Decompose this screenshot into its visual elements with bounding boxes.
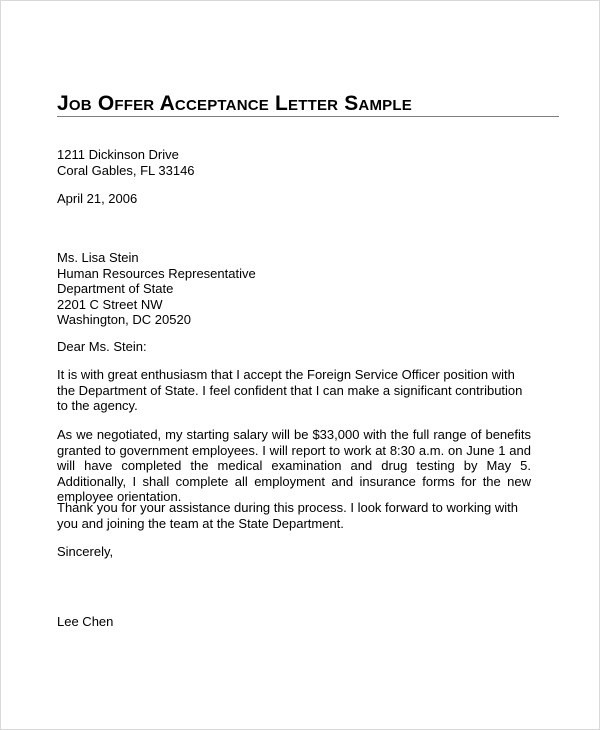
body-paragraph-3: Thank you for your assistance during this process. I look forward to working with you and joining the team at the State Department.: [57, 500, 518, 531]
letter-date: [57, 191, 531, 207]
signature-name: Lee Chen: [57, 614, 114, 629]
sender-city-state-zip: Coral Gables, FL 33146: [57, 162, 195, 178]
salutation: [57, 339, 531, 355]
date-text: April 21, 2006: [57, 191, 138, 206]
recipient-address: [57, 250, 531, 328]
recipient-organization: Department of State: [57, 281, 174, 296]
body-paragraph-2: As we negotiated, my starting salary will be $33,000 with the full range of benefits granted to government employees. I will report to work at 8:30 a.m. on June 1 and will have completed the medical examination and drug testing by May 5. Additionally, I shall complete all employment and insurance forms for the new employee orientation.: [57, 427, 531, 504]
recipient-city-state-zip: Washington, DC 20520: [57, 312, 191, 327]
page-title: Job Offer Acceptance Letter Sample: [57, 92, 412, 115]
closing: [57, 544, 531, 560]
closing-text: Sincerely,: [57, 544, 114, 559]
recipient-name: Ms. Lisa Stein: [57, 250, 139, 265]
body-paragraph-1: It is with great enthusiasm that I accept the Foreign Service Officer position with the Department of State. I feel confident that I can make a significant contribution to the agency.: [57, 367, 523, 413]
sender-street: 1211 Dickinson Drive: [57, 147, 179, 162]
title-divider: [57, 116, 559, 117]
sender-address: [57, 147, 531, 178]
recipient-street: 2201 C Street NW: [57, 296, 163, 312]
signature: [57, 614, 531, 630]
recipient-title: Human Resources Representative: [57, 265, 256, 281]
salutation-text: Dear Ms. Stein:: [57, 339, 147, 354]
